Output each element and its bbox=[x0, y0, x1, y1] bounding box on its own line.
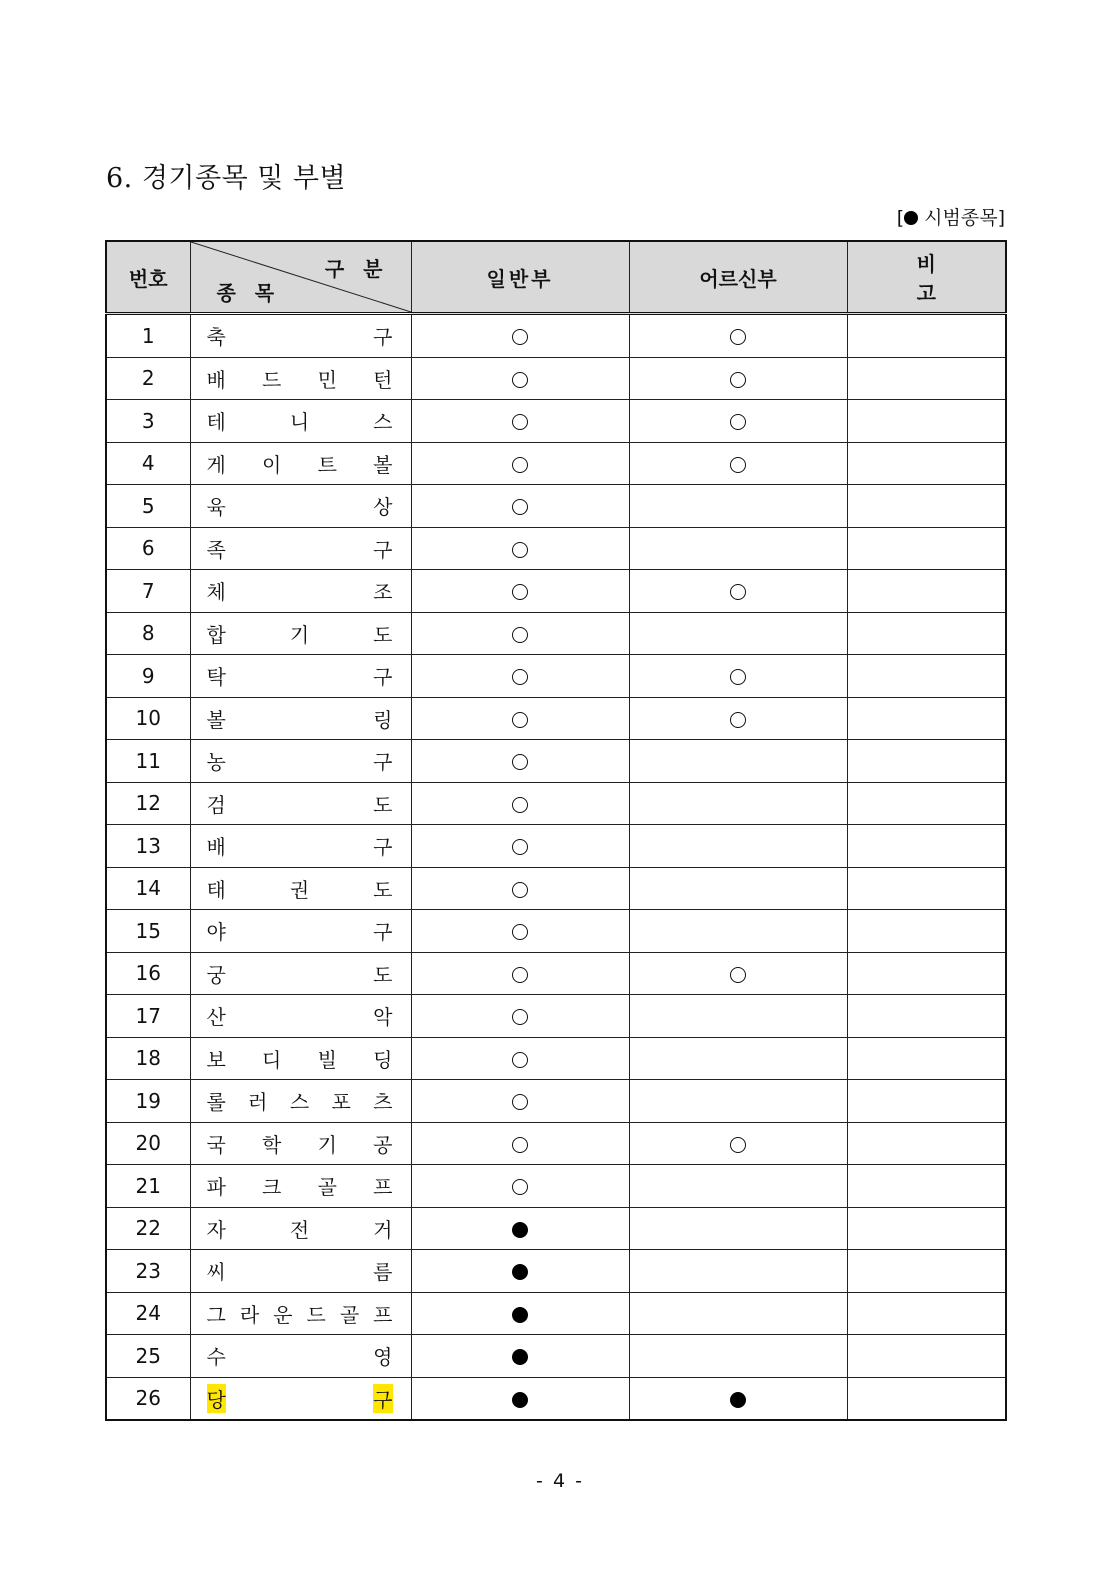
table-row bbox=[106, 357, 1006, 400]
row-number: 8 bbox=[106, 612, 190, 655]
open-circle-icon bbox=[512, 882, 528, 898]
table-row bbox=[106, 1250, 1006, 1293]
senior-division-cell bbox=[629, 1250, 847, 1293]
senior-division-cell bbox=[629, 1335, 847, 1378]
event-name bbox=[190, 485, 411, 528]
event-name-char: 학 bbox=[262, 1132, 282, 1157]
event-name bbox=[190, 612, 411, 655]
senior-division-cell bbox=[629, 910, 847, 953]
event-name bbox=[190, 995, 411, 1038]
open-circle-icon bbox=[512, 499, 528, 515]
general-division-cell bbox=[411, 1207, 629, 1250]
event-name-char: 구 bbox=[373, 537, 393, 562]
event-name-char: 테 bbox=[206, 410, 226, 435]
event-name-char: 링 bbox=[373, 707, 393, 732]
events-table bbox=[105, 240, 1007, 1421]
open-circle-icon bbox=[730, 329, 746, 345]
event-name-char: 배 bbox=[206, 367, 226, 392]
senior-division-cell bbox=[629, 825, 847, 868]
event-name-char: 당 bbox=[207, 1384, 226, 1413]
row-number: 21 bbox=[106, 1165, 190, 1208]
note-cell bbox=[847, 995, 1006, 1038]
event-name-char: 라 bbox=[239, 1302, 260, 1327]
event-name-char: 야 bbox=[206, 920, 226, 945]
general-division-cell bbox=[411, 1250, 629, 1293]
row-number: 16 bbox=[106, 952, 190, 995]
table-row bbox=[106, 485, 1006, 528]
event-name-char: 국 bbox=[206, 1132, 226, 1157]
note-cell bbox=[847, 952, 1006, 995]
header-diagonal-cell bbox=[190, 241, 411, 314]
open-circle-icon bbox=[730, 457, 746, 473]
general-division-cell bbox=[411, 867, 629, 910]
table-row bbox=[106, 910, 1006, 953]
event-name-char: 볼 bbox=[373, 452, 393, 477]
senior-division-cell bbox=[629, 314, 847, 358]
table-row bbox=[106, 952, 1006, 995]
senior-division-cell bbox=[629, 867, 847, 910]
note-cell bbox=[847, 442, 1006, 485]
open-circle-icon bbox=[512, 542, 528, 558]
event-name bbox=[190, 527, 411, 570]
event-name bbox=[190, 1377, 411, 1420]
event-name bbox=[190, 697, 411, 740]
event-name-char: 족 bbox=[206, 537, 226, 562]
event-name bbox=[190, 1335, 411, 1378]
note-cell bbox=[847, 655, 1006, 698]
table-header-row bbox=[106, 241, 1006, 314]
open-circle-icon bbox=[512, 329, 528, 345]
general-division-cell bbox=[411, 314, 629, 358]
open-circle-icon bbox=[512, 1179, 528, 1195]
legend-close-bracket: ] bbox=[997, 207, 1005, 229]
row-number: 5 bbox=[106, 485, 190, 528]
event-name-char: 검 bbox=[206, 792, 226, 817]
event-name-char: 크 bbox=[262, 1175, 282, 1200]
event-name bbox=[190, 1250, 411, 1293]
event-name-char: 구 bbox=[373, 920, 393, 945]
table-row bbox=[106, 442, 1006, 485]
row-number: 20 bbox=[106, 1122, 190, 1165]
table-row bbox=[106, 612, 1006, 655]
note-cell bbox=[847, 357, 1006, 400]
event-name bbox=[190, 1080, 411, 1123]
general-division-cell bbox=[411, 825, 629, 868]
event-name-char: 수 bbox=[206, 1345, 226, 1370]
senior-division-cell bbox=[629, 952, 847, 995]
event-name bbox=[190, 400, 411, 443]
page-number: - 4 - bbox=[536, 1470, 584, 1492]
open-circle-icon bbox=[512, 839, 528, 855]
note-cell bbox=[847, 1207, 1006, 1250]
event-name bbox=[190, 825, 411, 868]
row-number: 14 bbox=[106, 867, 190, 910]
table-row bbox=[106, 527, 1006, 570]
note-cell bbox=[847, 910, 1006, 953]
table-row bbox=[106, 782, 1006, 825]
event-name-char: 축 bbox=[206, 325, 226, 350]
note-cell bbox=[847, 527, 1006, 570]
open-circle-icon bbox=[512, 967, 528, 983]
table-row bbox=[106, 1037, 1006, 1080]
open-circle-icon bbox=[512, 627, 528, 643]
event-name-char: 합 bbox=[206, 622, 226, 647]
general-division-cell bbox=[411, 952, 629, 995]
senior-division-cell bbox=[629, 1377, 847, 1420]
row-number: 17 bbox=[106, 995, 190, 1038]
filled-circle-icon bbox=[904, 211, 918, 225]
general-division-cell bbox=[411, 357, 629, 400]
general-division-cell bbox=[411, 570, 629, 613]
row-number: 2 bbox=[106, 357, 190, 400]
event-name-char: 볼 bbox=[206, 707, 226, 732]
event-name bbox=[190, 1207, 411, 1250]
open-circle-icon bbox=[730, 584, 746, 600]
event-name-char: 도 bbox=[373, 622, 393, 647]
general-division-cell bbox=[411, 485, 629, 528]
event-name bbox=[190, 314, 411, 358]
open-circle-icon bbox=[730, 967, 746, 983]
general-division-cell bbox=[411, 995, 629, 1038]
event-name-char: 도 bbox=[373, 877, 393, 902]
event-name-char: 산 bbox=[206, 1005, 226, 1030]
open-circle-icon bbox=[512, 457, 528, 473]
event-name-char: 배 bbox=[206, 835, 226, 860]
table-row bbox=[106, 995, 1006, 1038]
legend-text: 시범종목 bbox=[924, 207, 998, 229]
event-name-char: 디 bbox=[262, 1047, 282, 1072]
senior-division-cell bbox=[629, 442, 847, 485]
open-circle-icon bbox=[512, 924, 528, 940]
row-number: 23 bbox=[106, 1250, 190, 1293]
event-name-char: 자 bbox=[206, 1217, 226, 1242]
general-division-cell bbox=[411, 527, 629, 570]
event-name-char: 전 bbox=[289, 1217, 310, 1242]
event-name-char: 기 bbox=[289, 622, 310, 647]
general-division-cell bbox=[411, 1377, 629, 1420]
table-row bbox=[106, 1335, 1006, 1378]
note-cell bbox=[847, 740, 1006, 783]
open-circle-icon bbox=[730, 669, 746, 685]
row-number: 3 bbox=[106, 400, 190, 443]
event-name-char: 딩 bbox=[373, 1047, 393, 1072]
general-division-cell bbox=[411, 1122, 629, 1165]
table-row bbox=[106, 314, 1006, 358]
senior-division-cell bbox=[629, 782, 847, 825]
legend-open-bracket: [ bbox=[896, 207, 905, 229]
senior-division-cell bbox=[629, 995, 847, 1038]
general-division-cell bbox=[411, 400, 629, 443]
senior-division-cell bbox=[629, 1122, 847, 1165]
open-circle-icon bbox=[512, 414, 528, 430]
open-circle-icon bbox=[512, 669, 528, 685]
event-name bbox=[190, 655, 411, 698]
event-name-char: 상 bbox=[373, 495, 393, 520]
row-number: 15 bbox=[106, 910, 190, 953]
event-name bbox=[190, 952, 411, 995]
filled-circle-icon bbox=[512, 1349, 528, 1365]
event-name-char: 공 bbox=[373, 1132, 393, 1157]
row-number: 1 bbox=[106, 314, 190, 358]
note-cell bbox=[847, 782, 1006, 825]
note-cell bbox=[847, 485, 1006, 528]
general-division-cell bbox=[411, 740, 629, 783]
note-cell bbox=[847, 1335, 1006, 1378]
event-name-char: 체 bbox=[206, 580, 226, 605]
filled-circle-icon bbox=[512, 1392, 528, 1408]
senior-division-cell bbox=[629, 1207, 847, 1250]
event-name bbox=[190, 1292, 411, 1335]
event-name bbox=[190, 442, 411, 485]
senior-division-cell bbox=[629, 612, 847, 655]
filled-circle-icon bbox=[512, 1307, 528, 1323]
note-cell bbox=[847, 314, 1006, 358]
table-row bbox=[106, 1080, 1006, 1123]
row-number: 9 bbox=[106, 655, 190, 698]
table-row bbox=[106, 1207, 1006, 1250]
table-row bbox=[106, 740, 1006, 783]
header-general: 일반부 bbox=[411, 241, 629, 314]
event-name-char: 골 bbox=[339, 1302, 360, 1327]
general-division-cell bbox=[411, 612, 629, 655]
filled-circle-icon bbox=[730, 1392, 746, 1408]
filled-circle-icon bbox=[512, 1222, 528, 1238]
header-event: 종 목 bbox=[216, 281, 281, 305]
senior-division-cell bbox=[629, 1292, 847, 1335]
open-circle-icon bbox=[512, 1009, 528, 1025]
header-senior: 어르신부 bbox=[629, 241, 847, 314]
table-row bbox=[106, 570, 1006, 613]
event-name-char: 구 bbox=[373, 835, 393, 860]
general-division-cell bbox=[411, 1165, 629, 1208]
event-name-char: 구 bbox=[373, 665, 393, 690]
note-cell bbox=[847, 1080, 1006, 1123]
open-circle-icon bbox=[730, 1137, 746, 1153]
general-division-cell bbox=[411, 697, 629, 740]
note-cell bbox=[847, 1292, 1006, 1335]
general-division-cell bbox=[411, 910, 629, 953]
note-cell bbox=[847, 1037, 1006, 1080]
event-name-char: 구 bbox=[373, 325, 393, 350]
filled-circle-icon bbox=[512, 1264, 528, 1280]
header-number: 번호 bbox=[106, 241, 190, 314]
row-number: 7 bbox=[106, 570, 190, 613]
event-name-char: 스 bbox=[373, 410, 393, 435]
row-number: 18 bbox=[106, 1037, 190, 1080]
event-name-char: 파 bbox=[206, 1175, 226, 1200]
event-name bbox=[190, 1122, 411, 1165]
senior-division-cell bbox=[629, 527, 847, 570]
event-name-char: 운 bbox=[273, 1302, 293, 1327]
event-name bbox=[190, 357, 411, 400]
event-name-char: 롤 bbox=[206, 1090, 226, 1115]
event-name-char: 영 bbox=[373, 1345, 393, 1370]
table-row bbox=[106, 1377, 1006, 1420]
table-row bbox=[106, 1122, 1006, 1165]
row-number: 26 bbox=[106, 1377, 190, 1420]
event-name bbox=[190, 570, 411, 613]
senior-division-cell bbox=[629, 1165, 847, 1208]
row-number: 25 bbox=[106, 1335, 190, 1378]
event-name bbox=[190, 910, 411, 953]
header-note: 비 고 bbox=[847, 241, 1006, 314]
row-number: 13 bbox=[106, 825, 190, 868]
event-name-char: 기 bbox=[317, 1132, 337, 1157]
event-name-char: 태 bbox=[206, 877, 226, 902]
event-name bbox=[190, 867, 411, 910]
event-name-char: 민 bbox=[317, 367, 337, 392]
event-name-char: 궁 bbox=[206, 962, 226, 987]
event-name-char: 조 bbox=[373, 580, 393, 605]
event-name-char: 그 bbox=[206, 1302, 226, 1327]
event-name-char: 거 bbox=[373, 1217, 393, 1242]
event-name-char: 드 bbox=[306, 1302, 326, 1327]
note-cell bbox=[847, 1165, 1006, 1208]
event-name-char: 골 bbox=[317, 1175, 337, 1200]
note-cell bbox=[847, 867, 1006, 910]
event-name-char: 육 bbox=[206, 495, 226, 520]
open-circle-icon bbox=[512, 372, 528, 388]
open-circle-icon bbox=[512, 1094, 528, 1110]
table-row bbox=[106, 1165, 1006, 1208]
table-row bbox=[106, 400, 1006, 443]
senior-division-cell bbox=[629, 485, 847, 528]
event-name-char: 이 bbox=[262, 452, 282, 477]
event-name-char: 스 bbox=[289, 1090, 310, 1115]
event-name-char: 턴 bbox=[373, 367, 393, 392]
event-name-char: 구 bbox=[373, 1384, 392, 1413]
general-division-cell bbox=[411, 1080, 629, 1123]
senior-division-cell bbox=[629, 1037, 847, 1080]
row-number: 24 bbox=[106, 1292, 190, 1335]
event-name-char: 러 bbox=[248, 1090, 268, 1115]
row-number: 11 bbox=[106, 740, 190, 783]
note-cell bbox=[847, 1122, 1006, 1165]
event-name-char: 탁 bbox=[206, 665, 226, 690]
event-name-char: 빌 bbox=[317, 1047, 337, 1072]
event-name-char: 포 bbox=[331, 1090, 351, 1115]
senior-division-cell bbox=[629, 697, 847, 740]
table-row bbox=[106, 825, 1006, 868]
section-title: 6. 경기종목 및 부별 bbox=[106, 163, 347, 194]
event-name bbox=[190, 740, 411, 783]
row-number: 22 bbox=[106, 1207, 190, 1250]
note-cell bbox=[847, 825, 1006, 868]
event-name-char: 도 bbox=[373, 792, 393, 817]
senior-division-cell bbox=[629, 655, 847, 698]
note-cell bbox=[847, 400, 1006, 443]
header-division: 구 분 bbox=[324, 257, 389, 281]
senior-division-cell bbox=[629, 740, 847, 783]
senior-division-cell bbox=[629, 570, 847, 613]
senior-division-cell bbox=[629, 357, 847, 400]
table-row bbox=[106, 867, 1006, 910]
senior-division-cell bbox=[629, 1080, 847, 1123]
row-number: 4 bbox=[106, 442, 190, 485]
row-number: 12 bbox=[106, 782, 190, 825]
event-name bbox=[190, 1165, 411, 1208]
event-name-char: 니 bbox=[289, 410, 310, 435]
general-division-cell bbox=[411, 782, 629, 825]
open-circle-icon bbox=[512, 797, 528, 813]
row-number: 6 bbox=[106, 527, 190, 570]
open-circle-icon bbox=[512, 712, 528, 728]
event-name-char: 프 bbox=[373, 1302, 393, 1327]
general-division-cell bbox=[411, 655, 629, 698]
event-name-char: 츠 bbox=[373, 1090, 393, 1115]
event-name-char: 드 bbox=[262, 367, 282, 392]
note-cell bbox=[847, 1377, 1006, 1420]
event-name-char: 도 bbox=[373, 962, 393, 987]
event-name bbox=[190, 1037, 411, 1080]
event-name-char: 구 bbox=[373, 750, 393, 775]
note-cell bbox=[847, 1250, 1006, 1293]
open-circle-icon bbox=[512, 754, 528, 770]
note-cell bbox=[847, 697, 1006, 740]
event-name-char: 씨 bbox=[206, 1260, 226, 1285]
event-name-char: 프 bbox=[373, 1175, 393, 1200]
event-name-char: 게 bbox=[206, 452, 226, 477]
row-number: 10 bbox=[106, 697, 190, 740]
event-name bbox=[190, 782, 411, 825]
table-row bbox=[106, 697, 1006, 740]
open-circle-icon bbox=[730, 712, 746, 728]
senior-division-cell bbox=[629, 400, 847, 443]
event-name-char: 트 bbox=[317, 452, 337, 477]
event-name-char: 보 bbox=[206, 1047, 226, 1072]
open-circle-icon bbox=[730, 414, 746, 430]
event-name-char: 악 bbox=[373, 1005, 393, 1030]
table-row bbox=[106, 655, 1006, 698]
note-cell bbox=[847, 570, 1006, 613]
open-circle-icon bbox=[512, 584, 528, 600]
table-row bbox=[106, 1292, 1006, 1335]
general-division-cell bbox=[411, 1335, 629, 1378]
general-division-cell bbox=[411, 442, 629, 485]
event-name-char: 름 bbox=[373, 1260, 393, 1285]
event-name-char: 농 bbox=[206, 750, 226, 775]
legend bbox=[820, 203, 1005, 230]
event-name-char: 권 bbox=[289, 877, 310, 902]
general-division-cell bbox=[411, 1037, 629, 1080]
open-circle-icon bbox=[730, 372, 746, 388]
open-circle-icon bbox=[512, 1137, 528, 1153]
open-circle-icon bbox=[512, 1052, 528, 1068]
note-cell bbox=[847, 612, 1006, 655]
row-number: 19 bbox=[106, 1080, 190, 1123]
general-division-cell bbox=[411, 1292, 629, 1335]
